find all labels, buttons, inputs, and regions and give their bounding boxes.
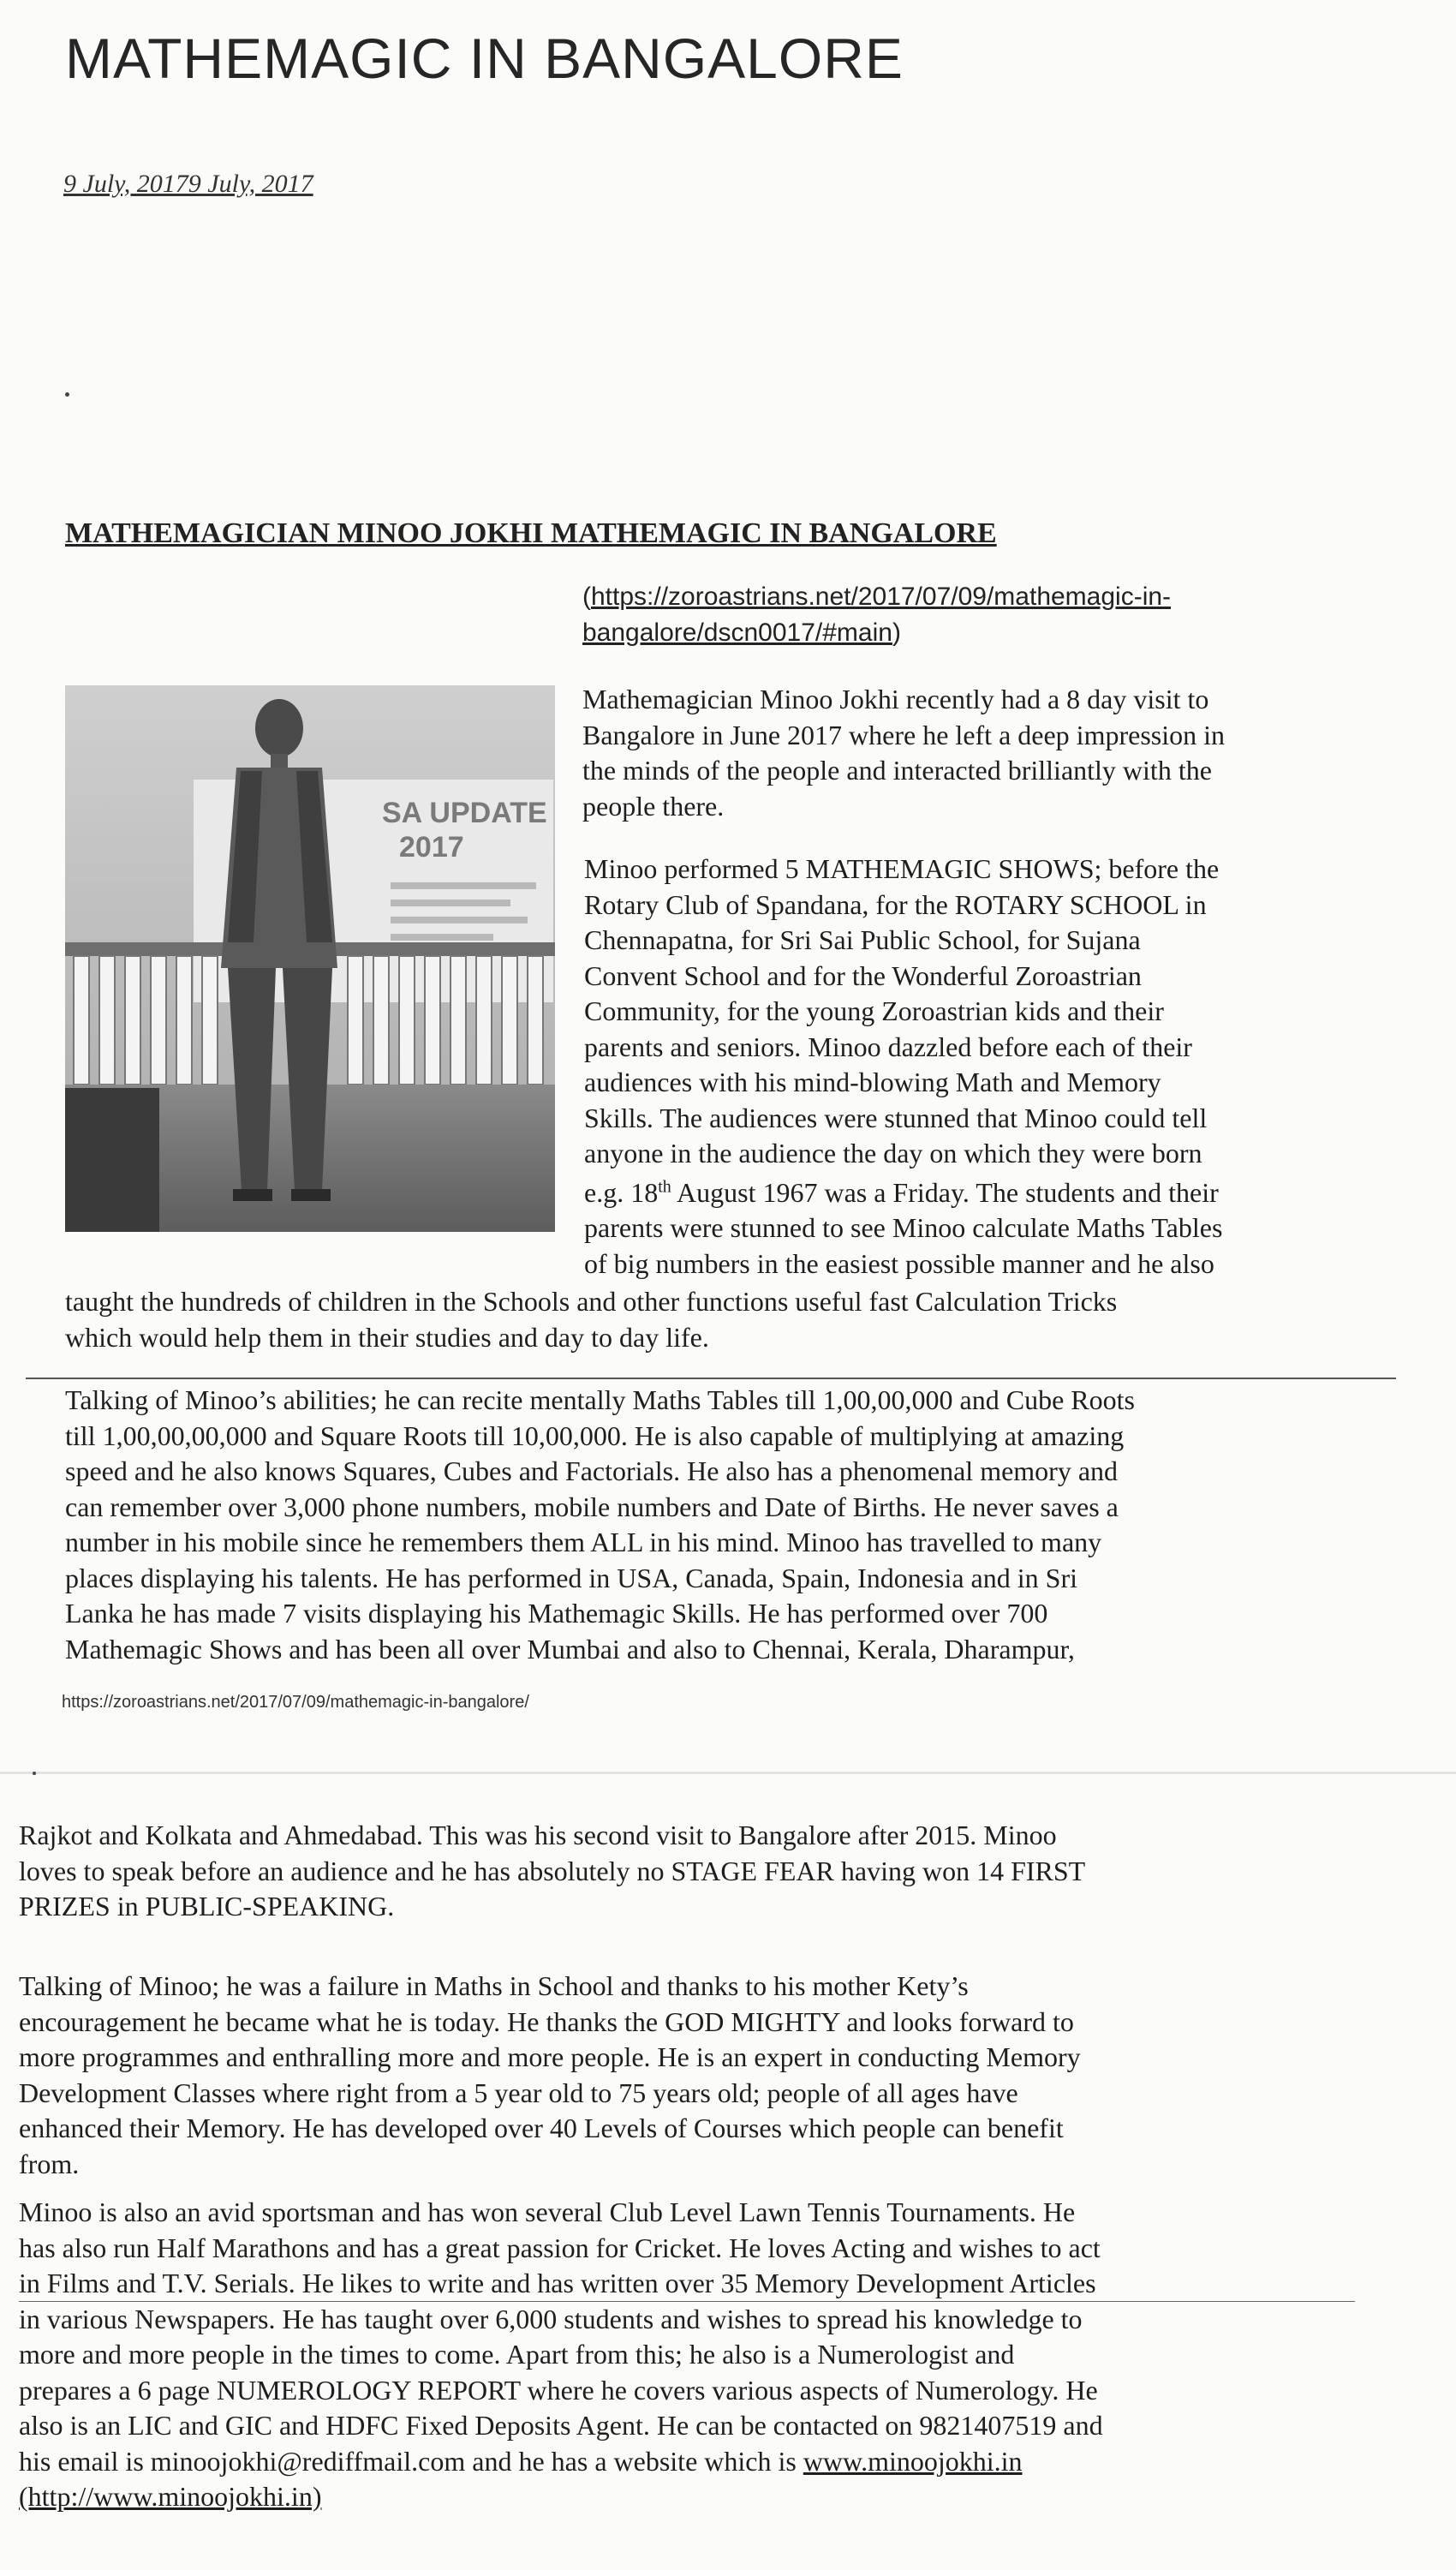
text-line: from. bbox=[19, 2148, 80, 2179]
text-line: till 1,00,00,00,000 and Square Roots till 10,00,000. He is also capable of multiplying at amazing bbox=[65, 1419, 1125, 1451]
text-fragment: his email is minoojokhi@rediffmail.com and he has a website which is bbox=[19, 2445, 803, 2477]
stray-dot bbox=[33, 1772, 36, 1775]
source-close: ) bbox=[892, 619, 901, 647]
text-line: in Films and T.V. Serials. He likes to write and has written over 35 Memory Development Articles bbox=[19, 2268, 1096, 2298]
paragraph-shows-continued bbox=[65, 1284, 1117, 1355]
source-link[interactable] bbox=[582, 579, 1268, 651]
page-title: MATHEMAGIC IN BANGALORE bbox=[65, 27, 904, 90]
text-line: Rajkot and Kolkata and Ahmedabad. This was his second visit to Bangalore after 2015. Minoo bbox=[19, 1820, 1057, 1850]
article-headline: MATHEMAGICIAN MINOO JOKHI MATHEMAGIC IN BANGALORE bbox=[65, 517, 997, 549]
text-line: Talking of Minoo; he was a failure in Maths in School and thanks to his mother Kety’s bbox=[19, 1970, 969, 2001]
text-line: PRIZES in PUBLIC-SPEAKING. bbox=[19, 1891, 395, 1922]
text-line: Minoo performed 5 MATHEMAGIC SHOWS; before the bbox=[584, 853, 1220, 884]
text-line: can remember over 3,000 phone numbers, mobile numbers and Date of Births. He never saves a bbox=[65, 1491, 1119, 1522]
text-line: also is an LIC and GIC and HDFC Fixed Deposits Agent. He can be contacted on 9821407519 and bbox=[19, 2410, 1103, 2441]
text-line: anyone in the audience the day on which they were born bbox=[584, 1138, 1202, 1168]
text-line: more programmes and enthralling more and more people. He is an expert in conducting Memory bbox=[19, 2041, 1081, 2072]
text-line: Development Classes where right from a 5 year old to 75 years old; people of all ages have bbox=[19, 2077, 1018, 2108]
text-line: which would help them in their studies and day to day life. bbox=[65, 1321, 709, 1353]
text-line: Mathemagician Minoo Jokhi recently had a 8 day visit to bbox=[582, 684, 1209, 714]
paragraph-abilities bbox=[65, 1383, 1135, 1667]
text-fragment: e.g. 18 bbox=[584, 1176, 659, 1208]
text-fragment: August 1967 was a Friday. The students and their bbox=[671, 1176, 1219, 1208]
text-line: prepares a 6 page NUMEROLOGY REPORT where he covers various aspects of Numerology. He bbox=[19, 2374, 1098, 2406]
website-url-link[interactable]: (http://www.minoojokhi.in) bbox=[19, 2481, 322, 2512]
text-line: encouragement he became what he is today. He thanks the GOD MIGHTY and looks forward to bbox=[19, 2005, 1074, 2037]
text-line: speed and he also knows Squares, Cubes and Factorials. He also has a phenomenal memory and bbox=[65, 1455, 1119, 1486]
text-line: parents and seniors. Minoo dazzled before each of their bbox=[584, 1031, 1192, 1062]
text-line bbox=[19, 2479, 1103, 2515]
text-line: the minds of the people and interacted brilliantly with the bbox=[582, 755, 1212, 786]
paragraph-intro bbox=[582, 682, 1225, 824]
text-line: loves to speak before an audience and he has absolutely no STAGE FEAR having won 14 FIRST bbox=[19, 1855, 1086, 1886]
stray-dot bbox=[65, 392, 69, 397]
photo-illustration bbox=[65, 685, 555, 1232]
text-line: in various Newspapers. He has taught over 6,000 students and wishes to spread his knowledge to bbox=[19, 2303, 1083, 2334]
underline-artifact bbox=[19, 2301, 1355, 2302]
text-line: Skills. The audiences were stunned that Minoo could tell bbox=[584, 1102, 1208, 1133]
text-line: taught the hundreds of children in the Schools and other functions useful fast Calculation Tricks bbox=[65, 1286, 1118, 1317]
text-line: Talking of Minoo’s abilities; he can recite mentally Maths Tables till 1,00,00,000 and Cube Roots bbox=[65, 1384, 1135, 1415]
text-line: people there. bbox=[582, 790, 725, 822]
text-line: audiences with his mind-blowing Math and Memory bbox=[584, 1067, 1161, 1097]
separator-line bbox=[26, 1378, 1396, 1379]
text-line: Chennapatna, for Sri Sai Public School, for Sujana bbox=[584, 924, 1141, 955]
superscript: th bbox=[658, 1176, 671, 1196]
paragraph-shows bbox=[584, 852, 1222, 1282]
banner-line bbox=[391, 934, 493, 941]
text-line: enhanced their Memory. He has developed over 40 Levels of Courses which people can benefit bbox=[19, 2113, 1064, 2143]
article-photo bbox=[65, 685, 555, 1232]
text-line: parents were stunned to see Minoo calculate Maths Tables bbox=[584, 1212, 1223, 1243]
page-break bbox=[0, 1772, 1456, 1774]
text-line: number in his mobile since he remembers them ALL in his mind. Minoo has travelled to many bbox=[65, 1527, 1102, 1557]
text-line: Community, for the young Zoroastrian kids and their bbox=[584, 995, 1164, 1026]
text-line bbox=[19, 2444, 1103, 2480]
text-line: of big numbers in the easiest possible manner and he also bbox=[584, 1247, 1214, 1279]
text-line: Rotary Club of Spandana, for the ROTARY SCHOOL in bbox=[584, 888, 1207, 920]
text-line: Minoo is also an avid sportsman and has won several Club Level Lawn Tennis Tournaments. He bbox=[19, 2196, 1076, 2227]
banner-text-3: 2017 bbox=[399, 831, 464, 864]
banner-line bbox=[391, 882, 536, 889]
paragraph-background bbox=[19, 1969, 1081, 2182]
text-line: Bangalore in June 2017 where he left a deep impression in bbox=[582, 719, 1225, 750]
text-line bbox=[584, 1175, 1222, 1211]
text-line: Mathemagic Shows and has been all over Mumbai and also to Chennai, Kerala, Dharampur, bbox=[65, 1633, 1075, 1665]
print-footer-url[interactable]: https://zoroastrians.net/2017/07/09/mathemagic-in-bangalore/ bbox=[62, 1693, 529, 1712]
website-link[interactable]: www.minoojokhi.in bbox=[803, 2445, 1023, 2477]
text-line: more and more people in the times to come. Apart from this; he also is a Numerologist and bbox=[19, 2339, 1015, 2370]
banner-line bbox=[391, 917, 528, 923]
text-line: has also run Half Marathons and has a great passion for Cricket. He loves Acting and wishes to act bbox=[19, 2232, 1101, 2263]
source-url[interactable]: https://zoroastrians.net/2017/07/09/mathemagic-in-bangalore/dscn0017/#main bbox=[582, 583, 1172, 647]
paragraph-sports bbox=[19, 2195, 1103, 2515]
post-date: 9 July, 20179 July, 2017 bbox=[63, 170, 313, 198]
paragraph-public-speaking bbox=[19, 1818, 1085, 1925]
text-line: Lanka he has made 7 visits displaying his Mathemagic Skills. He has performed over 700 bbox=[65, 1598, 1048, 1629]
text-line: places displaying his talents. He has performed in USA, Canada, Spain, Indonesia and in Sri bbox=[65, 1562, 1077, 1593]
banner-text-2: SA UPDATE bbox=[382, 797, 547, 829]
text-line: Convent School and for the Wonderful Zoroastrian bbox=[584, 959, 1142, 991]
source-open: ( bbox=[582, 583, 591, 611]
speaker-box bbox=[65, 1088, 159, 1232]
banner-line bbox=[391, 900, 510, 906]
